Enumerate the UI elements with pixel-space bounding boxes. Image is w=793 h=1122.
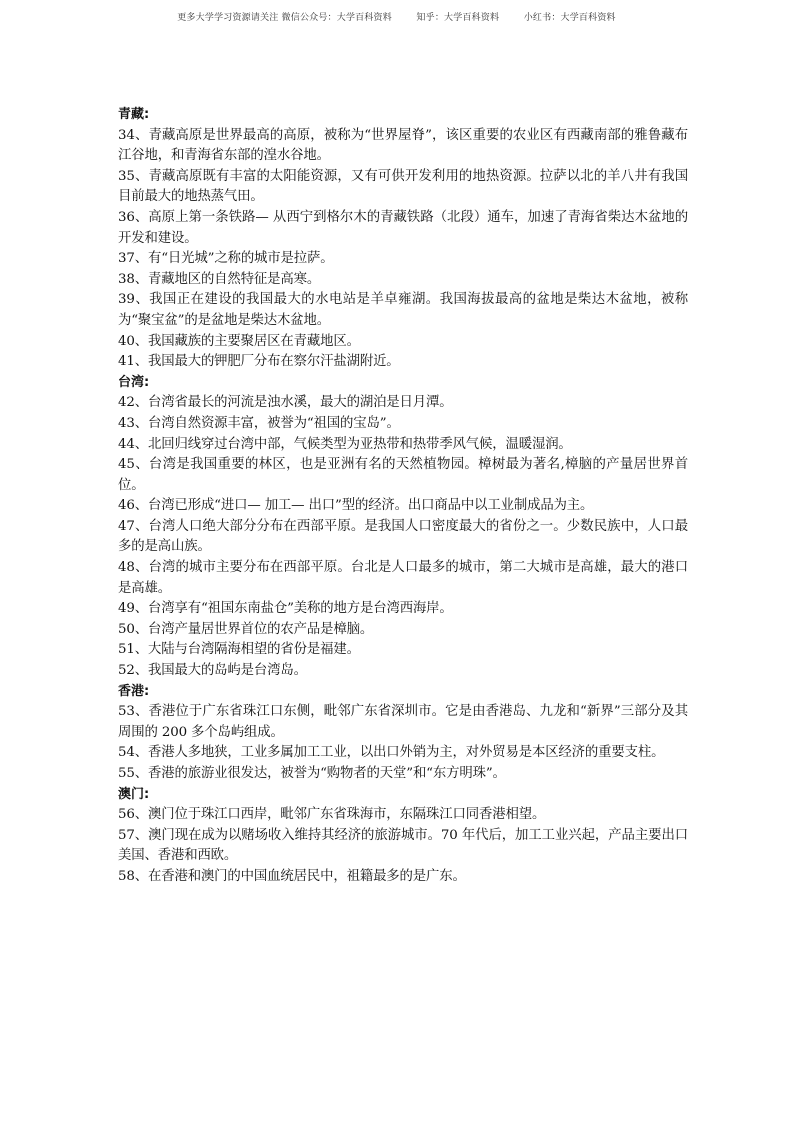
- list-item: 40、我国藏族的主要聚居区在青藏地区。: [118, 333, 360, 349]
- section-macau: [118, 785, 688, 888]
- page-header: 更多大学学习资源请关注 微信公众号：大学百科资料 知乎：大学百科资料 小红书：大学百科资料: [177, 13, 616, 23]
- list-item: 39、我国正在建设的我国最大的水电站是羊卓雍湖。我国海拔最高的盆地是柴达木盆地，被称为“聚宝盆”的是盆地是柴达木盆地。: [118, 292, 688, 328]
- list-item: 43、台湾自然资源丰富，被誉为“祖国的宝岛”。: [118, 415, 400, 431]
- list-item: 36、高原上第一条铁路— 从西宁到格尔木的青藏铁路（北段）通车，加速了青海省柴达木盆地的开发和建设。: [118, 209, 688, 246]
- list-item: 48、台湾的城市主要分布在西部平原。台北是人口最多的城市，第二大城市是高雄，最大的港口是高雄。: [118, 560, 688, 596]
- list-item: 38、青藏地区的自然特征是高寒。: [118, 271, 321, 287]
- section-qingzang: [118, 105, 688, 373]
- section-heading: 澳门:: [118, 786, 150, 802]
- list-item: 45、台湾是我国重要的林区，也是亚洲有名的天然植物园。樟树最为著名,樟脑的产量居世界首位。: [118, 457, 688, 493]
- list-item: 37、有“日光城”之称的城市是拉萨。: [118, 251, 334, 267]
- section-hongkong: [118, 682, 688, 785]
- list-item: 41、我国最大的钾肥厂分布在察尔汗盐湖附近。: [118, 354, 400, 370]
- section-heading: 青藏:: [118, 107, 150, 122]
- list-item: 49、台湾享有“祖国东南盐仓”美称的地方是台湾西海岸。: [118, 601, 453, 617]
- section-taiwan: [118, 373, 688, 682]
- section-heading: 台湾:: [118, 374, 150, 390]
- list-item: 42、台湾省最长的河流是浊水溪，最大的湖泊是日月潭。: [118, 395, 453, 411]
- document-body: [118, 105, 688, 888]
- list-item: 58、在香港和澳门的中国血统居民中，祖籍最多的是广东。: [118, 868, 466, 884]
- list-item: 34、青藏高原是世界最高的高原，被称为“世界屋脊”，该区重要的农业区有西藏南部的雅鲁藏布江谷地，和青海省东部的湟水谷地。: [118, 127, 688, 164]
- list-item: 44、北回归线穿过台湾中部，气候类型为亚热带和热带季风气候，温暖湿润。: [118, 436, 572, 452]
- list-item: 47、台湾人口绝大部分分布在西部平原。是我国人口密度最大的省份之一。少数民族中，人口最多的是高山族。: [118, 518, 688, 555]
- list-item: 54、香港人多地狭，工业多属加工工业，以出口外销为主，对外贸易是本区经济的重要支柱。: [118, 745, 665, 761]
- list-item: 50、台湾产量居世界首位的农产品是樟脑。: [118, 621, 374, 637]
- list-item: 52、我国最大的岛屿是台湾岛。: [118, 663, 307, 679]
- list-item: 56、澳门位于珠江口西岸，毗邻广东省珠海市，东隔珠江口同香港相望。: [118, 807, 546, 823]
- section-heading: 香港:: [118, 683, 150, 699]
- list-item: 53、香港位于广东省珠江口东侧，毗邻广东省深圳市。它是由香港岛、九龙和“新界”三部分及其周围的 200 多个岛屿组成。: [118, 704, 688, 740]
- list-item: 55、香港的旅游业很发达，被誉为“购物者的天堂”和“东方明珠”。: [118, 766, 506, 781]
- list-item: 51、大陆与台湾隔海相望的省份是福建。: [118, 642, 360, 658]
- list-item: 46、台湾已形成“进口— 加工— 出口”型的经济。出口商品中以工业制成品为主。: [118, 498, 594, 514]
- list-item: 35、青藏高原既有丰富的太阳能资源，又有可供开发利用的地热资源。拉萨以北的羊八井有我国目前最大的地热蒸气田。: [118, 168, 688, 205]
- list-item: 57、澳门现在成为以赌场收入维持其经济的旅游城市。70 年代后，加工工业兴起，产品主要出口美国、香港和西欧。: [118, 827, 688, 864]
